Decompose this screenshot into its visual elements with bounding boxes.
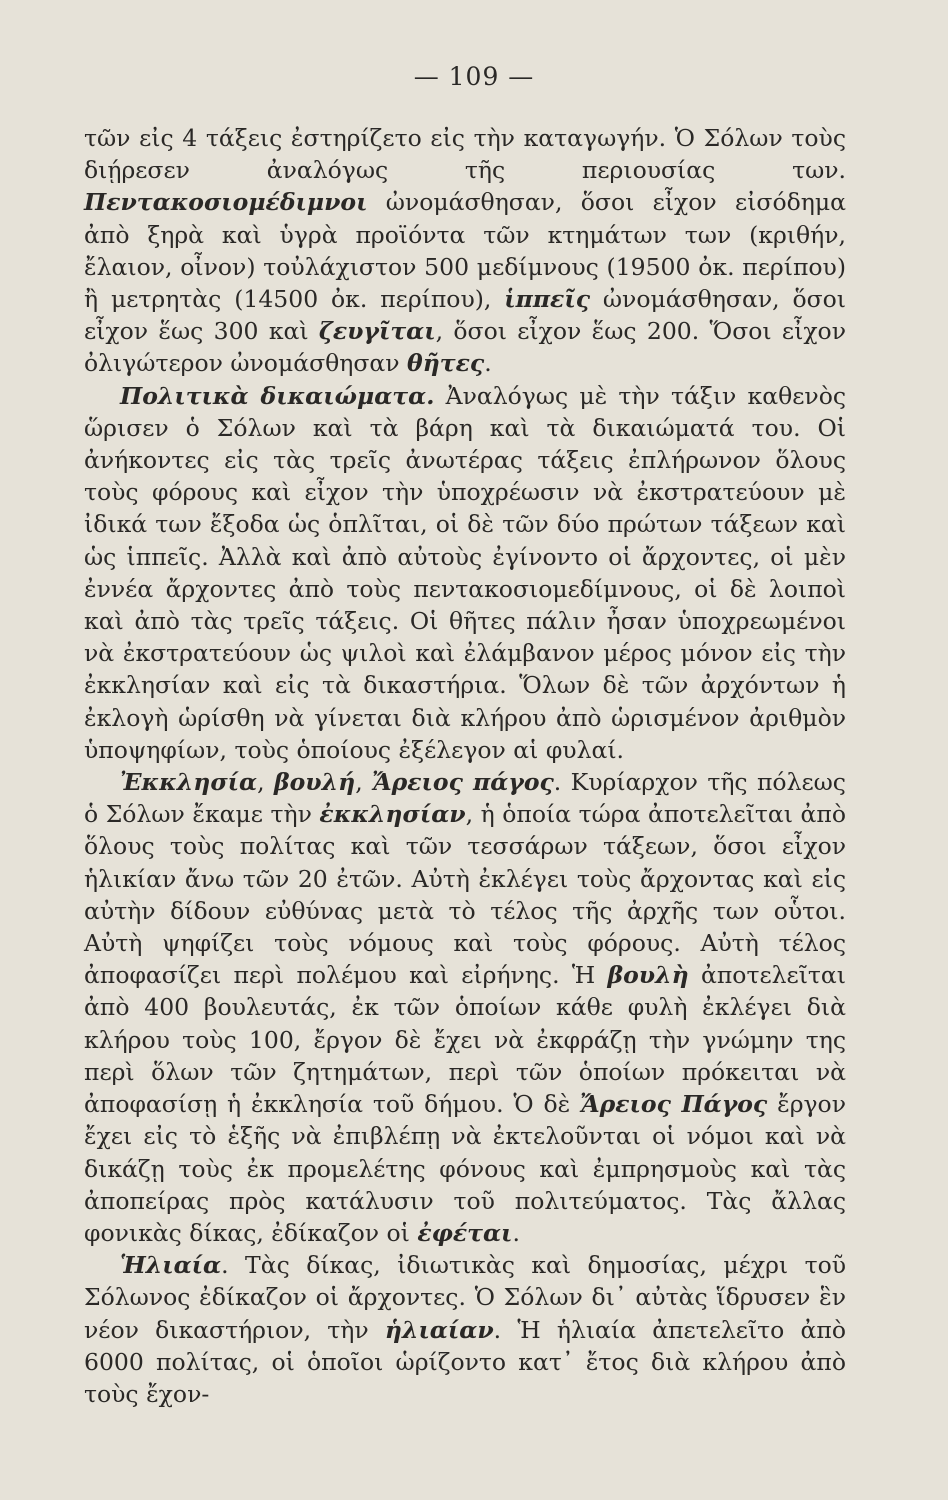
text-run: ἀποτελεῖται ἀπὸ 400 βουλευτάς, ἐκ τῶν ὁποίων κάθε φυλὴ ἐκλέγει διὰ κλήρου τοὺς 100, ἔργον δὲ ἔχει νὰ ἐκφράζῃ τὴν γνώμην της περὶ ὅλων τῶν ζητημάτων, περὶ τῶν ὁποίων πρόκειται νὰ ἀποφασίσῃ ἡ ἐκκλησία τοῦ δήμου. Ὁ δὲ <box>84 961 847 1119</box>
text-run: . Κυρίαρχον τῆς πόλεως ὁ Σόλων ἔκαμε τὴν <box>84 768 846 829</box>
text-run: , <box>257 768 275 797</box>
text-run: . Τὰς δίκας, ἰδιωτικὰς καὶ δημοσίας, μέχρι τοῦ Σόλωνος ἐδίκαζον οἱ ἄρχοντες. Ὁ Σόλων δι᾽ αὐτὰς ἵδρυσεν ἓν νέον δικαστήριον, τὴν <box>84 1251 846 1344</box>
text-run: , ὅσοι εἶχον ἕως 200. Ὅσοι εἶχον ὀλιγώτερον ὠνομάσθησαν <box>84 317 846 378</box>
highlighted-term: Πεντακοσιομέδιμνοι <box>84 188 368 217</box>
highlighted-term: ἐκκλησίαν <box>319 800 466 829</box>
paragraph <box>84 766 846 1249</box>
highlighted-term: βουλή <box>274 768 356 797</box>
highlighted-term: ἐφέται <box>417 1218 513 1247</box>
highlighted-term: ἱππεῖς <box>504 285 591 314</box>
text-run: , <box>355 768 373 797</box>
text-run: ὠνομάσθησαν, ὅσοι εἶχον ἕως 300 καὶ <box>84 285 847 346</box>
paragraph <box>84 122 846 380</box>
highlighted-term: Ἡλιαία <box>120 1251 222 1280</box>
page-number: — 109 — <box>413 62 535 91</box>
highlighted-term: θῆτες <box>407 349 485 378</box>
text-run: ἔργον ἔχει εἰς τὸ ἑξῆς νὰ ἐπιβλέπῃ νὰ ἐκτελοῦνται οἱ νόμοι καὶ νὰ δικάζῃ τοὺς ἐκ προμελέτης φόνους καὶ ἐμπρησμοὺς καὶ τὰς ἀποπείρας πρὸς κατάλυσιν τοῦ πολιτεύματος. Τὰς ἄλλας φονικὰς δίκας, ἐδίκαζον οἱ <box>84 1090 846 1247</box>
text-run: ὠνομάσθησαν, ὅσοι εἶχον εἰσόδημα ἀπὸ ξηρὰ καὶ ὑγρὰ προϊόντα τῶν κτημάτων των (κριθήν, ἔλαιον, οἶνον) τοὐλάχιστον 500 μεδίμνους (19500 ὀκ. περίπου) ἢ μετρητὰς (14500 ὀκ. περίπου), <box>84 188 846 314</box>
highlighted-term: ζευγῖται <box>318 317 436 346</box>
highlighted-term: βουλὴ <box>607 961 689 990</box>
text-run: , ἡ ὁποία τώρα ἀποτελεῖται ἀπὸ ὅλους τοὺς πολίτας καὶ τῶν τεσσάρων τάξεων, ὅσοι εἶχον ἡλικίαν ἄνω τῶν 20 ἐτῶν. Αὐτὴ ἐκλέγει τοὺς ἄρχοντας καὶ εἰς αὐτὴν δίδουν εὐθύνας μετὰ τὸ τέλος τῆς ἀρχῆς των οὗτοι. Αὐτὴ ψηφίζει τοὺς νόμους καὶ τοὺς φόρους. Αὐτὴ τέλος ἀποφασίζει περὶ πολέμου καὶ εἰρήνης. Ἡ <box>84 800 846 990</box>
highlighted-term: Πολιτικὰ δικαιώματα. <box>120 381 435 410</box>
paragraph <box>84 380 846 766</box>
highlighted-term: ἡλιαίαν <box>384 1315 494 1344</box>
body-text <box>84 122 846 1410</box>
paragraph <box>84 1249 846 1410</box>
text-run: . <box>484 349 492 378</box>
text-run: Ἀναλόγως μὲ τὴν τάξιν καθενὸς ὥρισεν ὁ Σόλων καὶ τὰ βάρη καὶ τὰ δικαιώματά του. Οἱ ἀνήκοντες εἰς τὰς τρεῖς ἀνωτέρας τάξεις ἐπλήρωνον ὅλους τοὺς φόρους καὶ εἶχον τὴν ὑποχρέωσιν νὰ ἐκστρατεύουν μὲ ἰδικά των ἔξοδα ὡς ὁπλῖται, οἱ δὲ τῶν δύο πρώτων τάξεων καὶ ὡς ἱππεῖς. Ἀλλὰ καὶ ἀπὸ αὐτοὺς ἐγίνοντο οἱ ἄρχοντες, οἱ μὲν ἐννέα ἄρχοντες ἀπὸ τοὺς πεντακοσιομεδίμνους, οἱ δὲ λοιποὶ καὶ ἀπὸ τὰς τρεῖς τάξεις. Οἱ θῆτες πάλιν ἦσαν ὑποχρεωμένοι νὰ ἐκστρατεύουν ὡς ψιλοὶ καὶ ἐλάμβανον μέρος μόνον εἰς τὴν ἐκκλησίαν καὶ εἰς τὰ δικαστήρια. Ὅλων δὲ τῶν ἀρχόντων ἡ ἐκλογὴ ὡρίσθη νὰ γίνεται διὰ κλήρου ἀπὸ ὡρισμένον ἀριθμὸν ὑποψηφίων, τοὺς ὁποίους ἐξέλεγον αἱ φυλαί. <box>84 381 847 764</box>
text-run: . Ἡ ἡλιαία ἀπετελεῖτο ἀπὸ 6000 πολίτας, οἱ ὁποῖοι ὡρίζοντο κατ᾽ ἔτος διὰ κλήρου ἀπὸ τοὺς ἔχον- <box>84 1315 846 1408</box>
highlighted-term: Ἄρειος Πάγος <box>580 1090 768 1119</box>
text-run: τῶν εἰς 4 τάξεις ἐστηρίζετο εἰς τὴν καταγωγήν. Ὁ Σόλων τοὺς διῄρεσεν ἀναλόγως τῆς περιουσίας των. <box>84 124 846 185</box>
highlighted-term: Ἄρειος πάγος <box>372 768 554 797</box>
highlighted-term: Ἐκκλησία <box>120 768 258 797</box>
text-run: . <box>512 1218 520 1247</box>
